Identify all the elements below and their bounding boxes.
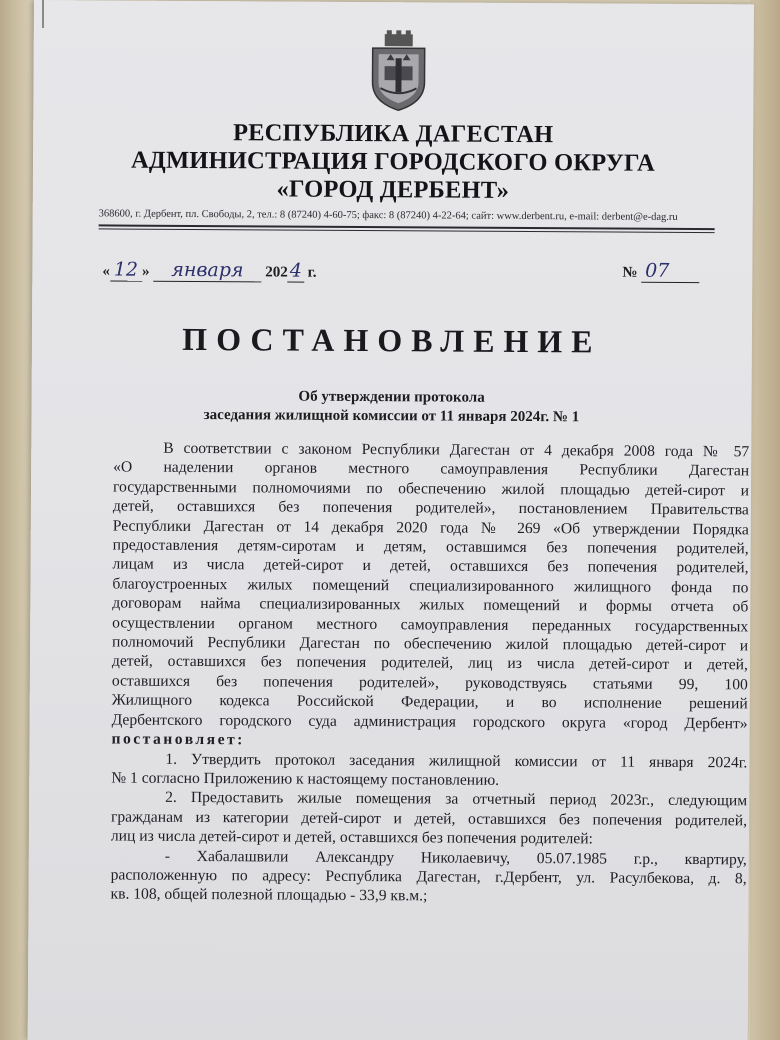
intro-line: оставшихся без попечения родителей», руководствуясь статьями 99, 100 — [111, 672, 748, 694]
letterhead-administration: АДМИНИСТРАЦИЯ ГОРОДСКОГО ОКРУГА — [130, 146, 656, 177]
document-date — [102, 258, 316, 282]
document-page — [28, 0, 754, 1040]
document-title: ПОСТАНОВЛЕНИЕ — [182, 320, 602, 360]
date-year-prefix: 202 — [265, 264, 288, 281]
date-year-suffix: 4 — [289, 259, 302, 282]
intro-line: предоставления детям-сиротам и детям, оставшимся без попечения родителей, — [112, 536, 749, 558]
subject-line-2: заседания жилищной комиссии от 11 января 2024г. № 1 — [203, 407, 580, 426]
number-value: 07 — [645, 259, 670, 282]
intro-line: детей, оставшихся без попечения родителей, лиц из числа детей-сирот и детей, — [111, 652, 749, 674]
letterhead-republic: РЕСПУБЛИКА ДАГЕСТАН — [232, 119, 554, 149]
intro-line: Жилищного кодекса Российской Федерации, и во исполнение решений — [111, 691, 748, 713]
intro-line: договорам найма специализированных жилых помещений и формы отчета об — [112, 594, 749, 616]
subject-line-1: Об утверждении протокола — [298, 388, 485, 406]
intro-line: Дербентского городского суда администрация городского округа «город Дербент» — [111, 711, 748, 733]
date-close-quote: » — [141, 263, 150, 280]
item-1 — [111, 749, 747, 792]
intro-line: осуществлении органом местного самоуправления переданных государственных — [112, 614, 749, 636]
date-year-mark: г. — [307, 264, 317, 281]
resolves-label: постановляет: — [111, 730, 245, 749]
intro-line: лицам из числа детей-сирот и детей, оставшихся без попечения родителей, — [112, 555, 749, 577]
bullet-1 — [110, 846, 746, 908]
intro-line: Республики Дагестан от 14 декабря 2020 года № 269 «Об утверждении Порядка — [112, 517, 749, 539]
background-edge — [750, 0, 780, 1040]
document-subject — [31, 386, 751, 428]
intro-paragraph — [112, 438, 750, 733]
intro-line: благоустроенных жилых помещений специализированного жилищного фонда по — [112, 575, 749, 597]
letterhead — [33, 118, 753, 206]
date-open-quote: « — [102, 263, 110, 280]
city-coat-of-arms-icon — [366, 30, 430, 112]
item-2-line: гражданам из категории детей-сирот и детей, оставшихся без попечения родителей, — [110, 808, 748, 830]
date-day: 12 — [113, 258, 139, 281]
bullet-1-line: расположенную по адресу: Республика Дагестан, г.Дербент, ул. Расулбекова, д. 8, — [110, 866, 747, 888]
item-2 — [111, 788, 747, 850]
item-2-line: лиц из числа детей-сирот и детей, оставшихся без попечения родителей: — [110, 827, 593, 848]
intro-line: В соответствии с законом Республики Дагестан от 4 декабря 2008 года № 57 — [163, 439, 750, 461]
intro-line: государственными полномочиями по обеспечению жилой площадью детей-сирот и — [112, 478, 750, 500]
intro-line: полномочий Республики Дагестан по обеспечению жилой площадью детей-сирот и — [112, 633, 749, 655]
bullet-1-line: кв. 108, общей полезной площадью - 33,9 кв.м.; — [110, 885, 428, 905]
bullet-1-line: - Хабалашвили Александру Николаевичу, 05.07.1985 г.р., квартиру, — [164, 847, 747, 868]
contact-address: 368600, г. Дербент, пл. Свободы, 2, тел.: 8 (87240) 4-60-75; факс: 8 (87240) 4-22-64; сайт: www.derbent.ru, e-mail: derbent@e-dag.ru — [98, 208, 678, 223]
number-label: № — [622, 264, 638, 281]
document-body — [110, 438, 749, 908]
item-1-line: № 1 согласно Приложению к настоящему постановлению. — [111, 769, 500, 789]
date-month: января — [171, 258, 244, 282]
item-1-line: 1. Утвердить протокол заседания жилищной комиссии от 11 января 2024г. — [165, 750, 748, 771]
document-number — [622, 260, 699, 283]
binder-clip-icon — [40, 0, 46, 30]
intro-line: детей, оставшихся без попечения родителей», постановлением Правительства — [112, 497, 749, 519]
item-2-line: 2. Предоставить жилые помещения за отчетный период 2023г., следующим — [165, 789, 748, 810]
letterhead-city: «ГОРОД ДЕРБЕНТ» — [276, 175, 510, 204]
intro-line: «О наделении органов местного самоуправления Республики Дагестан — [113, 458, 750, 480]
